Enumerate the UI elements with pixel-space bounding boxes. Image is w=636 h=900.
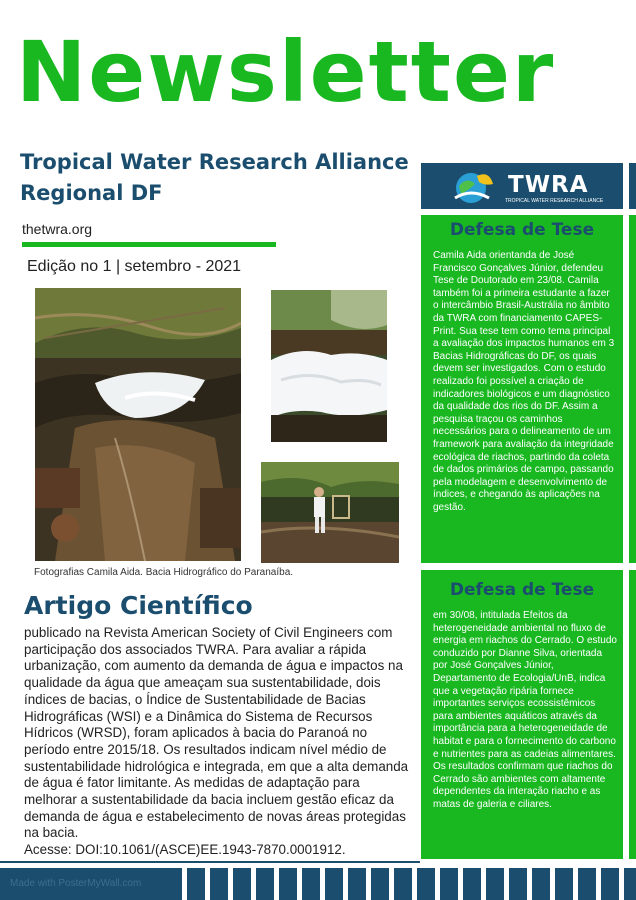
article-heading: Artigo Científico (24, 591, 253, 620)
twra-logo-subtitle: TROPICAL WATER RESEARCH ALLIANCE (505, 198, 604, 204)
article-body (24, 625, 416, 859)
footer-segment (463, 868, 481, 900)
photo-stream-waterfall (35, 288, 241, 561)
twra-logo-text: TWRA (508, 172, 589, 198)
thesis-card-2-body: em 30/08, intitulada Efeitos da heterogeneidade ambiental no fluxo de energia em riachos do Cerrado. O estudo conduzido por Dianne Silva, orientada por José Gonçalves Júnior, Departamento de Ecologia/UnB, indica que a vegetação ripária fornece importantes serviços ecossistêmicos para ambientes aquáticos através da importância para a heterogeneidade de habitat e para o fornecimento do carbono e nutrientes para as cadeias alimentares. Os resultados confirmam que riachos do Cerrado são ambientes com altamente dependentes da interação riacho e as matas de galeria e ciliares. (433, 610, 617, 810)
footer-segment (302, 868, 320, 900)
footer-segment (417, 868, 435, 900)
footer-segment (601, 868, 619, 900)
footer-segment (279, 868, 297, 900)
footer-segment (532, 868, 550, 900)
footer-segment (371, 868, 389, 900)
article-divider (0, 861, 420, 863)
footer-credit-text[interactable]: Made with PosterMyWall.com (10, 878, 142, 889)
website-link[interactable]: thetwra.org (22, 221, 93, 237)
thesis-card-1-body: Camila Aida orientanda de José Francisco Gonçalves Júnior, defendeu Tese de Doutorado em 23/08. Camila também foi a primeira estudante a fazer o intercâmbio Brasil-Austrália no âmbito da TWRA com financiamento CAPES-Print. Sua tese tem como tema principal a avaliação dos impactos humanos em 3 Bacias Hidrográficas do DF, os quais devem ser investigados. Com o estudo realizado foi possível a criação de indicadores biológicos e um diagnóstico da qualidade dos rios do DF. Assim a pesquisa traçou os caminhos necessários para o delineamento de um framework para avaliação da integridade ecológica de riachos, partindo da coleta de dados primários de campo, passando pela modelagem e desenvolvimento de índices, e chegando às aplicações na gestão. (433, 250, 615, 513)
organization-name (20, 147, 409, 209)
footer-segment (233, 868, 251, 900)
organization-name-line-2: Regional DF (20, 181, 163, 205)
footer-segment (256, 868, 274, 900)
article-doi[interactable]: Acesse: DOI:10.1061/(ASCE)EE.1943-7870.0001912. (24, 842, 346, 858)
footer-segment (187, 868, 205, 900)
header-divider (22, 242, 276, 247)
footer-segment (578, 868, 596, 900)
thesis-card-2-heading: Defesa de Tese (449, 580, 595, 600)
footer-segment (509, 868, 527, 900)
edge-strip-green-2 (629, 570, 636, 859)
thesis-card-1-heading: Defesa de Tese (449, 220, 595, 240)
edition-label: Edição no 1 | setembro - 2021 (27, 258, 242, 275)
footer-segment (440, 868, 458, 900)
thesis-card-1 (421, 215, 623, 563)
twra-globe-icon (449, 166, 499, 206)
footer-credit (0, 868, 182, 900)
edge-strip-green-1 (629, 215, 636, 563)
photo-researcher-in-stream (261, 462, 399, 563)
footer-segment (325, 868, 343, 900)
footer-segment (624, 868, 636, 900)
footer-segment (210, 868, 228, 900)
photo-river-foam (271, 290, 387, 442)
footer-segment (394, 868, 412, 900)
thesis-card-2 (421, 570, 623, 859)
photo-caption: Fotografias Camila Aida. Bacia Hidrográfico do Paranaíba. (34, 567, 294, 578)
organization-name-line-1: Tropical Water Research Alliance (20, 150, 409, 174)
footer-segment (348, 868, 366, 900)
footer-segment (555, 868, 573, 900)
footer-segment (486, 868, 504, 900)
newsletter-title: Newsletter (16, 23, 556, 121)
article-text: publicado na Revista American Society of Civil Engineers com participação dos associados TWRA. Para avaliar a rápida urbanização, com aumento da demanda de água e impactos na qualidade da água que ameaçam sua sustentabilidade, dois índices de bacias, o Índice de Sustentabilidade de Bacias Hidrográficas (WSI) e a Dinâmica do Sistema de Recursos Hídricos (WRSD), foram aplicados à bacia do Paranoá no período entre 2015/18. Os resultados indicam nível médio de sustentabilidade hidrológica e integrada, em que a alta demanda de água é fator limitante. As medidas de adaptação para melhorar a sustentabilidade da bacia incluem gestão eficaz da demanda de água e estabelecimento de novas áreas protegidas na bacia. (24, 625, 409, 841)
edge-strip-blue (629, 163, 636, 209)
